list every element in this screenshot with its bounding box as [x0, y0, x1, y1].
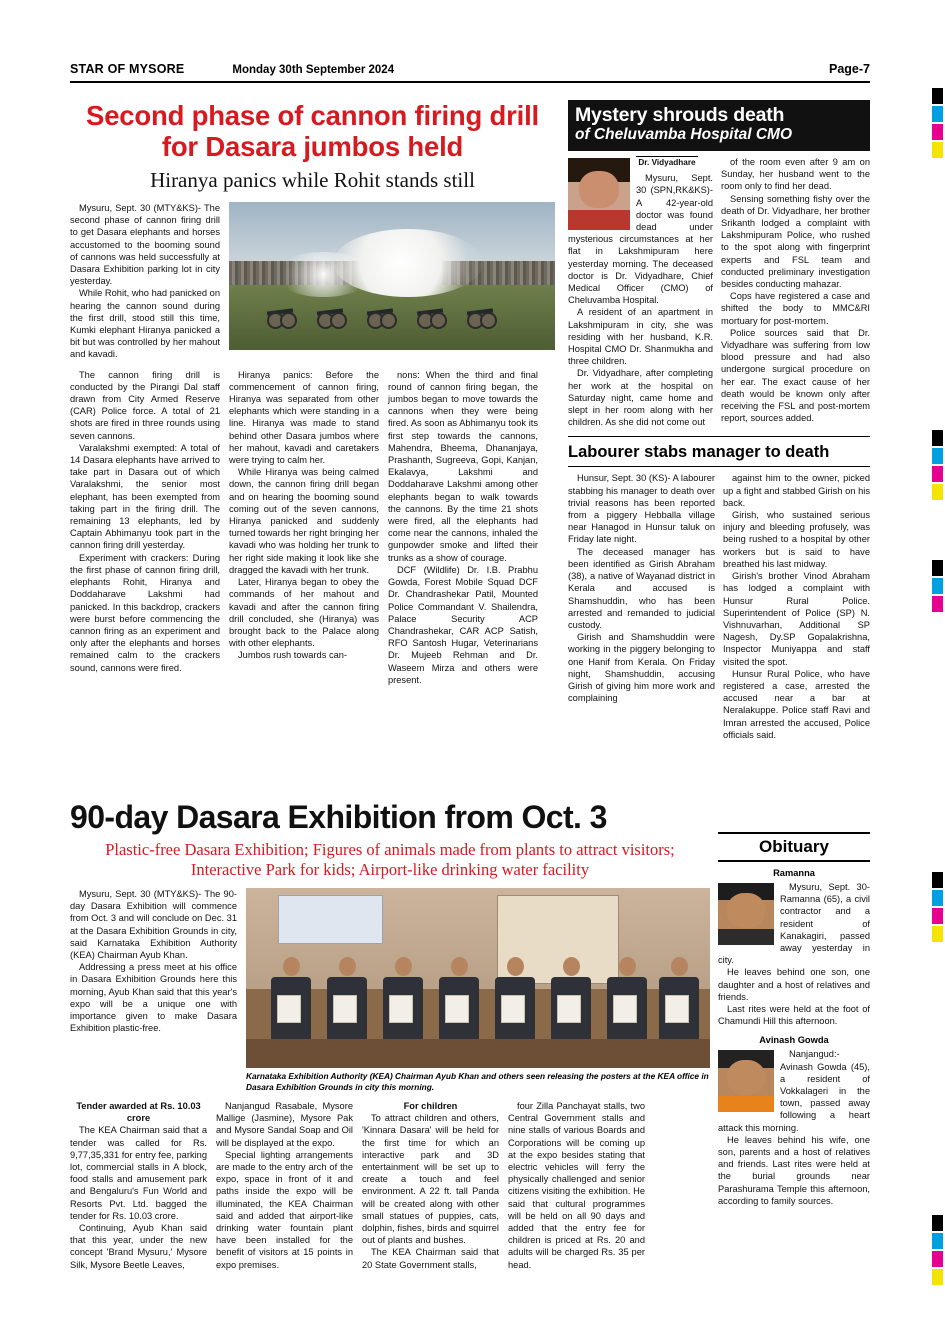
paragraph: Addressing a press meet at his office in Dasara Exhibition Grounds here this morning, Ayub Khan said that this year's expo will be a unique one with importance given to make Dasara Exhibition plastic-free.: [70, 962, 237, 1034]
tender-subhead: Tender awarded at Rs. 10.03 crore: [76, 1101, 201, 1124]
kea-poster-release-photo: [246, 888, 710, 1068]
paragraph: Special lighting arrangements are made to the entry arch of the expo, space in front of it and paths inside the expo will be illuminated, the KEA Chairman said and added that airport-like drinking water fountain plant have been installed for the benefit of visitors at 15 points in expo premises.: [216, 1149, 353, 1270]
paragraph: Nanjangud:- Avinash Gowda (45), a resident of Vokkalageri in the town, passed away following a heart attack this morning.: [718, 1049, 870, 1133]
obituary-entry: [718, 867, 870, 1027]
paper-name: STAR OF MYSORE: [70, 62, 185, 76]
mystery-headline-block: [568, 100, 870, 151]
lead-column-2: [229, 369, 379, 686]
reg-mark-yellow: [932, 1269, 943, 1285]
for-children-subhead: For children: [403, 1101, 458, 1111]
reg-mark-magenta: [932, 466, 943, 482]
paragraph: The KEA Chairman said that a tender was called for Rs. 9,77,35,331 for entry fee, parking lot, commercial stalls in A block, food stalls and amusement park and Bengaluru's Fun World and Resorts Pvt. Ltd. bagged the tender for Rs. 10.03 crore.: [70, 1125, 207, 1221]
exhibition-photo-block: [246, 888, 710, 1092]
paragraph: Cops have registered a case and shifted the body to MMC&RI mortuary for post-mortem.: [721, 291, 870, 326]
paragraph: Girish, who sustained serious injury and bleeding profusely, was being rushed to a hospital by other workers but is said to have breathed his last midway.: [723, 510, 870, 569]
mystery-column-2: [721, 156, 870, 428]
obituary-title: Obituary: [718, 832, 870, 862]
labourer-column-2: [723, 472, 870, 740]
reg-mark-yellow: [932, 142, 943, 158]
paragraph: Nanjangud Rasabale, Mysore Mallige (Jasmine), Mysore Pak and Mysore Sandal Soap and Oil will be displayed at the expo.: [216, 1101, 353, 1148]
lead-subhead: Hiranya panics while Rohit stands still: [150, 168, 475, 192]
paragraph: Experiment with crackers: During the first phase of cannon firing drill, elephants Rohit, Hiranya and Doddaharave Lakshmi had panicked. In this backdrop, crackers were burst before commencing the cannon firing as an experiment and only after the elephants and horses remained calm to the crackers sound, cannons were fired.: [70, 552, 220, 673]
paragraph: He leaves behind his wife, one son, parents and a host of relatives and friends. Last rites were held at the burial grounds near Parashurama Temple this afternoon, according to family sources.: [718, 1134, 870, 1206]
paragraph: Hunsur Rural Police, who have registered a case, arrested the accused near a bar at Neralakuppe. Police staff Ravi and Imran arrested the accused, Police officials said.: [723, 668, 870, 740]
paragraph: Varalakshmi exempted: A total of 14 Dasara elephants have arrived to take part in Dasara out of which Varalakshmi, the senior most elephant, has been exempted from taking part in the firing drill. The remaining 13 elephants, led by Captain Abhimanyu took part in the cannon firing drill yesterday.: [70, 442, 220, 551]
reg-mark-black: [932, 88, 943, 104]
exhibition-column-1-cont: [70, 1100, 207, 1271]
paragraph: Dr. Vidyadhare, after completing her work at the hospital on Saturday night, came home and slept in her room along with her children. As she did not come out: [568, 368, 713, 428]
exhibition-story: [70, 800, 710, 1271]
paragraph: Jumbos rush towards can-: [238, 650, 348, 661]
paragraph: against him to the owner, picked up a fight and stabbed Girish on his back.: [723, 473, 870, 508]
paragraph: Mysuru, Sept. 30- Ramanna (65), a civil contractor and a resident of Kanakagiri, passed away yesterday in city.: [718, 882, 870, 966]
reg-mark-cyan: [932, 578, 943, 594]
masthead: [70, 62, 870, 83]
lead-story: [70, 100, 555, 686]
lead-photo-block: [229, 202, 555, 361]
mystery-column-1: [568, 156, 713, 428]
lead-column-3: [388, 369, 538, 686]
obituary-name: Ramanna: [773, 868, 815, 878]
paragraph: The deceased manager has been identified as Girish Abraham (38), a native of Wayanad district in Kerala and accused is Shamshuddin, who has been arrested and remanded to judicial custody.: [568, 546, 715, 630]
reg-mark-magenta: [932, 596, 943, 612]
paragraph: Mysuru, Sept. 30 (MTY&KS)- The second phase of cannon firing drill to get Dasara elephants and horses accustomed to the booming sound of cannons was held successfully at Dasara Exhibition parking lot in city yesterday.: [70, 203, 220, 287]
paragraph: Mysuru, Sept. 30 (MTY&KS)- The 90-day Dasara Exhibition will commence from Oct. 3 and will conclude on Dec. 31 at the Dasara Exhibition Grounds in city, said Karnataka Exhibition Authority (KEA) Chairman Ayub Khan.: [70, 889, 237, 961]
photo-caption: Dr. Vidyadhare: [636, 156, 698, 169]
dr-vidyadhare-photo: [568, 158, 630, 230]
obituary-section: [718, 832, 870, 1207]
paragraph: He leaves behind one son, one daughter and a host of relatives and friends.: [718, 967, 870, 1002]
reg-mark-cyan: [932, 448, 943, 464]
reg-mark-cyan: [932, 1233, 943, 1249]
reg-mark-black: [932, 430, 943, 446]
obituary-name: Avinash Gowda: [759, 1035, 829, 1046]
labourer-headline: Labourer stabs manager to death: [568, 443, 830, 462]
lead-headline: Second phase of cannon firing drill for Dasara jumbos held: [86, 100, 539, 162]
paragraph: The KEA Chairman said that 20 State Government stalls,: [362, 1247, 499, 1270]
reg-mark-black: [932, 872, 943, 888]
paragraph: DCF (Wildlife) Dr. I.B. Prabhu Gowda, Forest Mobile Squad DCF Dr. Chandrashekar Patil, Mounted Police Commandant V. Shailendra, Palace Security ACP Chandrashekar, CAR ACP Satish, RFO Santosh Hugar, Veterinarians Dr. Mujeeb Rehman and Dr. Waseem Mirza and others were present.: [388, 564, 538, 685]
reg-mark-cyan: [932, 890, 943, 906]
paragraph: While Rohit, who had panicked on hearing the cannon sound during the first drill, stood still this time, Kumki elephant Hiranya panicked a bit but was controlled by her mahout and kavadi.: [70, 288, 220, 360]
paragraph: Police sources said that Dr. Vidyadhare was suffering from low blood pressure and had also undergone surgical procedure on her ear. The exact cause of her death would be known only after receiving the FSL and post-mortem report, sources added.: [721, 327, 870, 424]
mystery-headline-line1: Mystery shrouds death: [575, 104, 785, 126]
paragraph: A resident of an apartment in Lakshmipuram in city, she was residing with her husband, K.R. Hospital CMO Dr. Shanmukha and three children.: [568, 307, 713, 367]
avinash-gowda-photo: [718, 1050, 774, 1112]
reg-mark-magenta: [932, 1251, 943, 1267]
paragraph: While Hiranya was being calmed down, the cannon firing drill began and on hearing the booming sound coming out of the seven cannons, Hiranya panicked and suddenly turned towards her right bringing her kavadi who was holding her trunk to her right side making it look like she dragged the kavadi with her trunk.: [229, 467, 379, 575]
paragraph: Continuing, Ayub Khan said that this year, under the new concept 'Brand Mysuru,' Mysore Silk, Mysore Beetle Leaves,: [70, 1223, 207, 1270]
lead-column-1: [70, 202, 220, 361]
paragraph: four Zilla Panchayat stalls, two Central Government stalls and nine stalls of various Boards and Corporations will be coming up at the expo besides stating that electric vehicles will ferry the physically challenged and senior citizens visiting the exhibition. He said that cultural programmes will be held on all 90 days and added that the entry fee for children is priced at Rs. 20 and adults will be charged Rs. 35 per head.: [508, 1101, 645, 1270]
reg-mark-yellow: [932, 926, 943, 942]
paragraph: The cannon firing drill is conducted by the Pirangi Dal staff drawn from City Armed Reserve (CAR) Police force. A total of 21 shots are fired in three rounds using seven cannons.: [70, 369, 220, 441]
exhibition-subhead: Plastic-free Dasara Exhibition; Figures of animals made from plants to attract visitors; Interactive Park for kids; Airport-like drinking water facility: [105, 840, 675, 879]
paragraph: Sensing something fishy over the death of Dr. Vidyadhare, her brother Srikanth lodged a complaint with Lakshmipuram Police, who rushed to the spot along with fingerprint experts and FSL team and conducted preliminary investigation besides conducting mahazar.: [721, 193, 870, 290]
exhibition-photo-caption: Karnataka Exhibition Authority (KEA) Chairman Ayub Khan and others seen releasing the posters at the KEA office in Dasara Exhibition Grounds in city this morning.: [246, 1071, 709, 1092]
reg-mark-yellow: [932, 484, 943, 500]
exhibition-headline: 90-day Dasara Exhibition from Oct. 3: [70, 799, 607, 835]
paragraph: Hiranya panics: Before the commencement of cannon firing, Hiranya was separated from other elephants which were standing in a line. Hiranya was made to stand behind other Dasara jumbos where her mahout, kavadi and caretakers were trying to calm her.: [229, 369, 379, 466]
labourer-story: [568, 436, 870, 740]
exhibition-column-2: [216, 1100, 353, 1271]
paragraph: Later, Hiranya began to obey the commands of her mahout and kavadi and after the cannon firing drill concluded, she (Hiranya) was brought back to the Palace along with other elephants.: [229, 577, 379, 649]
registration-bar: [932, 0, 945, 1337]
paragraph: Last rites were held at the foot of Chamundi Hill this afternoon.: [718, 1004, 870, 1027]
paragraph: Mysuru, Sept. 30 (SPN,RK&KS)- A 42-year-old doctor was found dead under mysterious circumstances at her flat in Lakshmipuram here yesterday morning. The deceased doctor is Dr. Vidyadhare, Chief Medical Officer (CMO) of Cheluvamba Hospital.: [568, 173, 713, 306]
exhibition-column-3: [362, 1100, 499, 1271]
reg-mark-black: [932, 560, 943, 576]
paragraph: Girish's brother Vinod Abraham has lodged a complaint with Hunsur Rural Police. Superintendent of Police (SP) N. Vishnuvarhan, Additional SP Nagesh, Dy.SP Gopalakrishna, Inspector Muniyappa and staff visited the spot.: [723, 571, 870, 667]
reg-mark-cyan: [932, 106, 943, 122]
obituary-entry: [718, 1034, 870, 1207]
mystery-headline-line2: of Cheluvamba Hospital CMO: [575, 126, 793, 143]
exhibition-column-1: [70, 888, 237, 1092]
paragraph: of the room even after 9 am on Sunday, her husband went to the room only to find her dead.: [721, 157, 870, 192]
mystery-story: [568, 100, 870, 741]
ramanna-photo: [718, 883, 774, 945]
reg-mark-black: [932, 1215, 943, 1231]
reg-mark-magenta: [932, 124, 943, 140]
page-number: Page-7: [829, 62, 870, 76]
reg-mark-magenta: [932, 908, 943, 924]
labourer-column-1: [568, 472, 715, 740]
paragraph: nons: When the third and final round of cannon firing began, the jumbos began to move towards the cannons when they were being fired. As soon as Abhimanyu took its first step towards the cannons, Mahendra, Bheema, Dhananjaya, Prashanth, Sugreeva, Gopi, Kanjan, Ekalavya, Lakshmi and Doddaharave Lakshmi among other elephants began to walk towards the cannons. By the time 21 shots were fired, all the elephants had come near the cannons, inhaled the gunpowder smoke and lifted their trunks as a show of courage.: [388, 369, 538, 563]
exhibition-column-4: [508, 1100, 645, 1271]
paragraph: Girish and Shamshuddin were working in the piggery belonging to one Hanif from Kerala. On Friday night, Shamshuddin, accusing Girish of giving him more work and complaining: [568, 632, 715, 704]
issue-date: Monday 30th September 2024: [232, 64, 395, 76]
paragraph: To attract children and others, 'Kinnara Dasara' will be held for the first time for which an interactive park and 3D entertainment will be set up to create a touch and feel environment. A 22 ft. tall Panda will be created along with other small statues of puppies, cats, dolphin, fishes, birds and squirrel out of plants and bushes.: [362, 1113, 499, 1246]
paragraph: Hunsur, Sept. 30 (KS)- A labourer stabbing his manager to death over trivial reasons has been reported from a piggery Hebballa village near Hanagod in Hunsur taluk on Friday late night.: [568, 473, 715, 545]
cannon-firing-photo: [229, 202, 555, 350]
lead-column-1-cont: [70, 369, 220, 686]
